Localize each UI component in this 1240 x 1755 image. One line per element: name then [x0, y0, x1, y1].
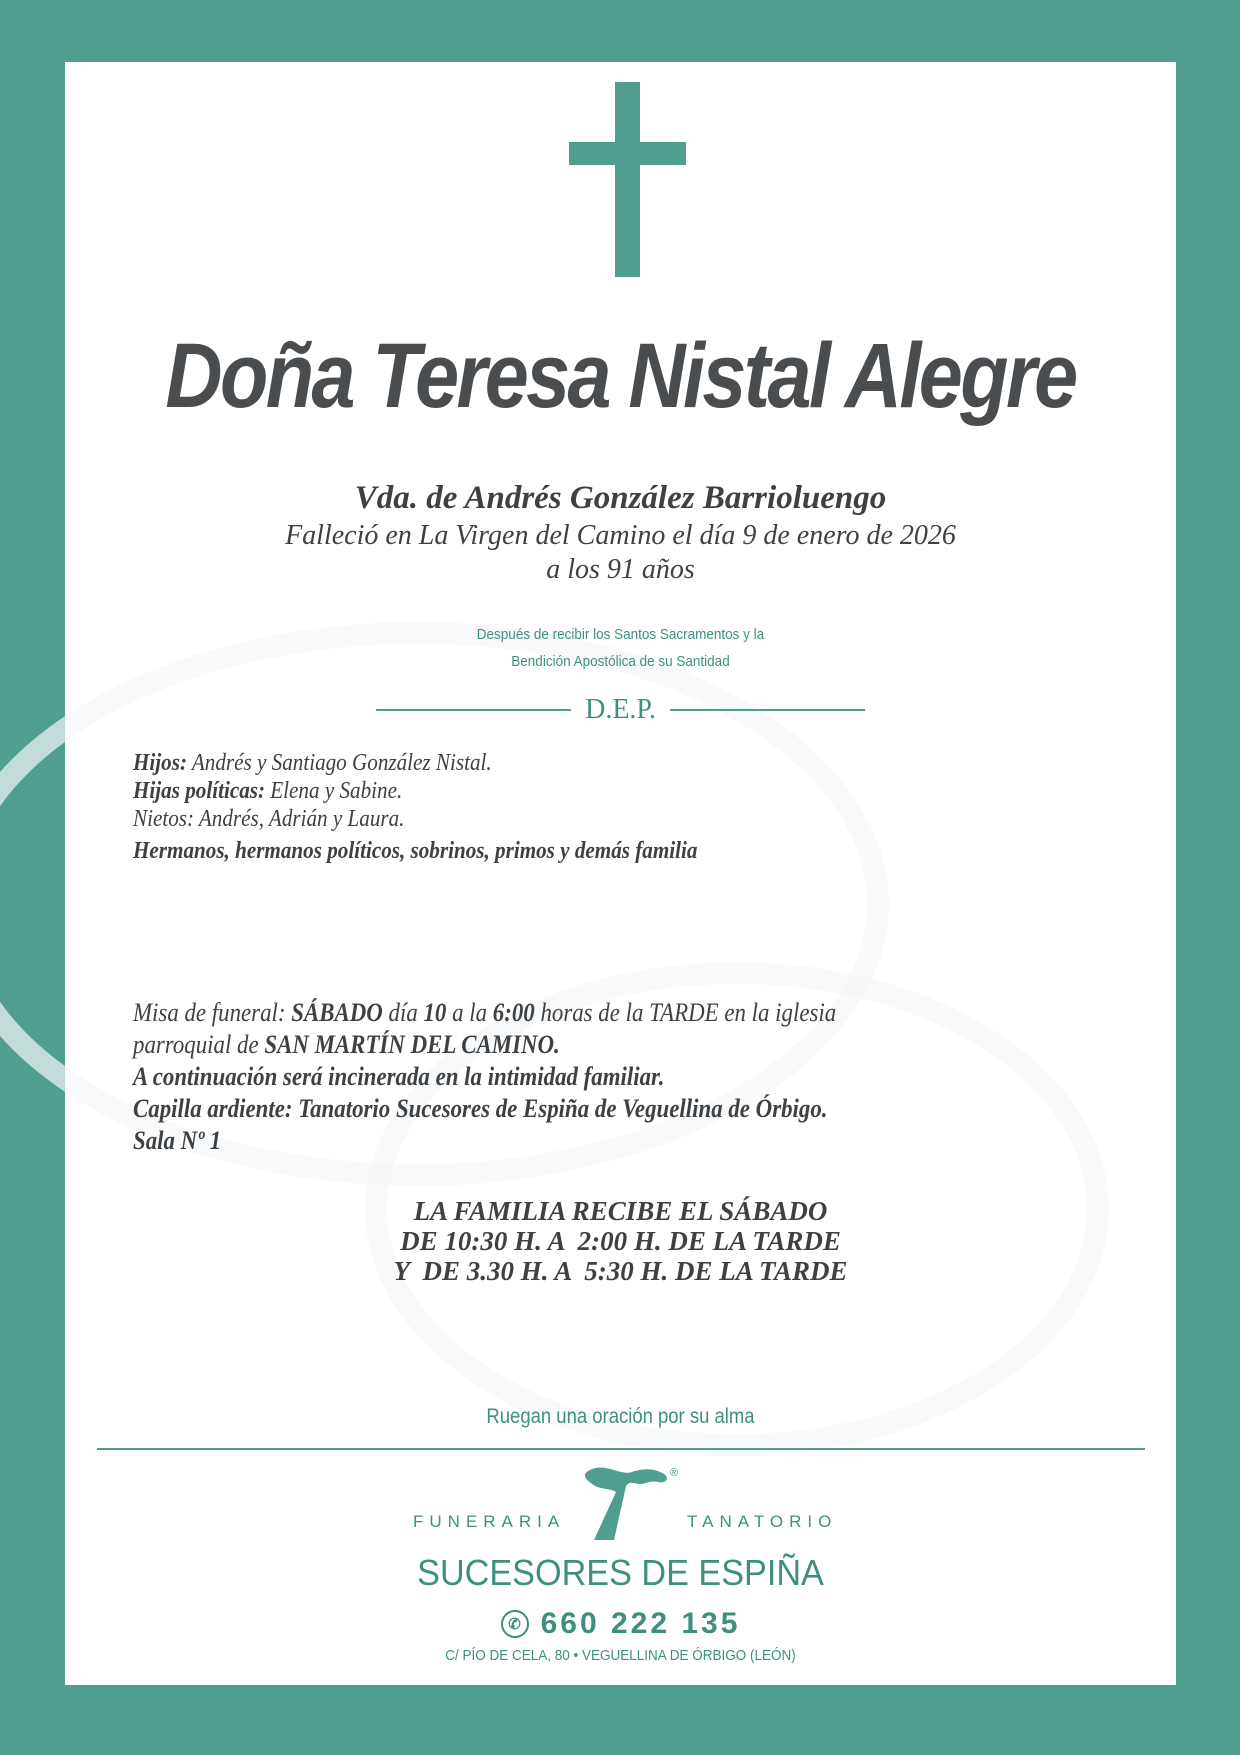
- obituary-panel: [65, 62, 1176, 1685]
- room: Sala Nº 1: [133, 1126, 222, 1155]
- family-children: Hijos: Andrés y Santiago González Nistal.: [133, 750, 492, 776]
- parish: parroquial de SAN MARTÍN DEL CAMINO.: [133, 1030, 560, 1059]
- death-info: Falleció en La Virgen del Camino el día 9 de enero de 2026: [285, 520, 956, 551]
- divider-line: [376, 709, 571, 711]
- deceased-name: Doña Teresa Nistal Alegre: [165, 325, 1076, 427]
- family-others: Hermanos, hermanos políticos, sobrinos, primos y demás familia: [133, 838, 698, 864]
- company-name: SUCESORES DE ESPIÑA: [417, 1552, 824, 1593]
- company-address: C/ PÍO DE CELA, 80 • VEGUELLINA DE ÓRBIGO (LEÓN): [445, 1647, 796, 1664]
- chapel: Capilla ardiente: Tanatorio Sucesores de Espiña de Veguellina de Órbigo.: [133, 1094, 828, 1123]
- family-grandchildren: Nietos: Andrés, Adrián y Laura.: [133, 806, 405, 832]
- widow-of: Vda. de Andrés González Barrioluengo: [354, 480, 887, 516]
- sacraments-line-1: Después de recibir los Santos Sacramentos y la: [476, 626, 765, 643]
- dep-text: D.E.P.: [585, 694, 656, 725]
- dep-divider: [65, 694, 1176, 726]
- funeraria-label: FUNERARIA: [413, 1512, 566, 1531]
- cremation-note: A continuación será incinerada en la intimidad familiar.: [133, 1062, 665, 1091]
- reception-line-3: Y DE 3.30 H. A 5:30 H. DE LA TARDE: [393, 1256, 848, 1286]
- phone-number[interactable]: ✆ 660 222 135: [65, 1607, 1176, 1641]
- footer-divider: [97, 1448, 1145, 1450]
- age: a los 91 años: [546, 554, 695, 585]
- phone-icon: ✆: [501, 1610, 529, 1638]
- prayer-request: Ruegan una oración por su alma: [486, 1405, 755, 1428]
- tree-logo-icon: [570, 1462, 680, 1544]
- reception-line-2: DE 10:30 H. A 2:00 H. DE LA TARDE: [400, 1226, 841, 1256]
- svg-text:®: ®: [670, 1467, 679, 1479]
- tanatorio-label: TANATORIO: [687, 1512, 838, 1531]
- reception-line-1: LA FAMILIA RECIBE EL SÁBADO: [413, 1196, 828, 1226]
- funeral-mass: Misa de funeral: SÁBADO día 10 a la 6:00 horas de la TARDE en la iglesia: [133, 998, 837, 1027]
- sacraments-line-2: Bendición Apostólica de su Santidad: [511, 653, 730, 670]
- divider-line: [670, 709, 865, 711]
- family-daughters-in-law: Hijas políticas: Elena y Sabine.: [133, 778, 403, 804]
